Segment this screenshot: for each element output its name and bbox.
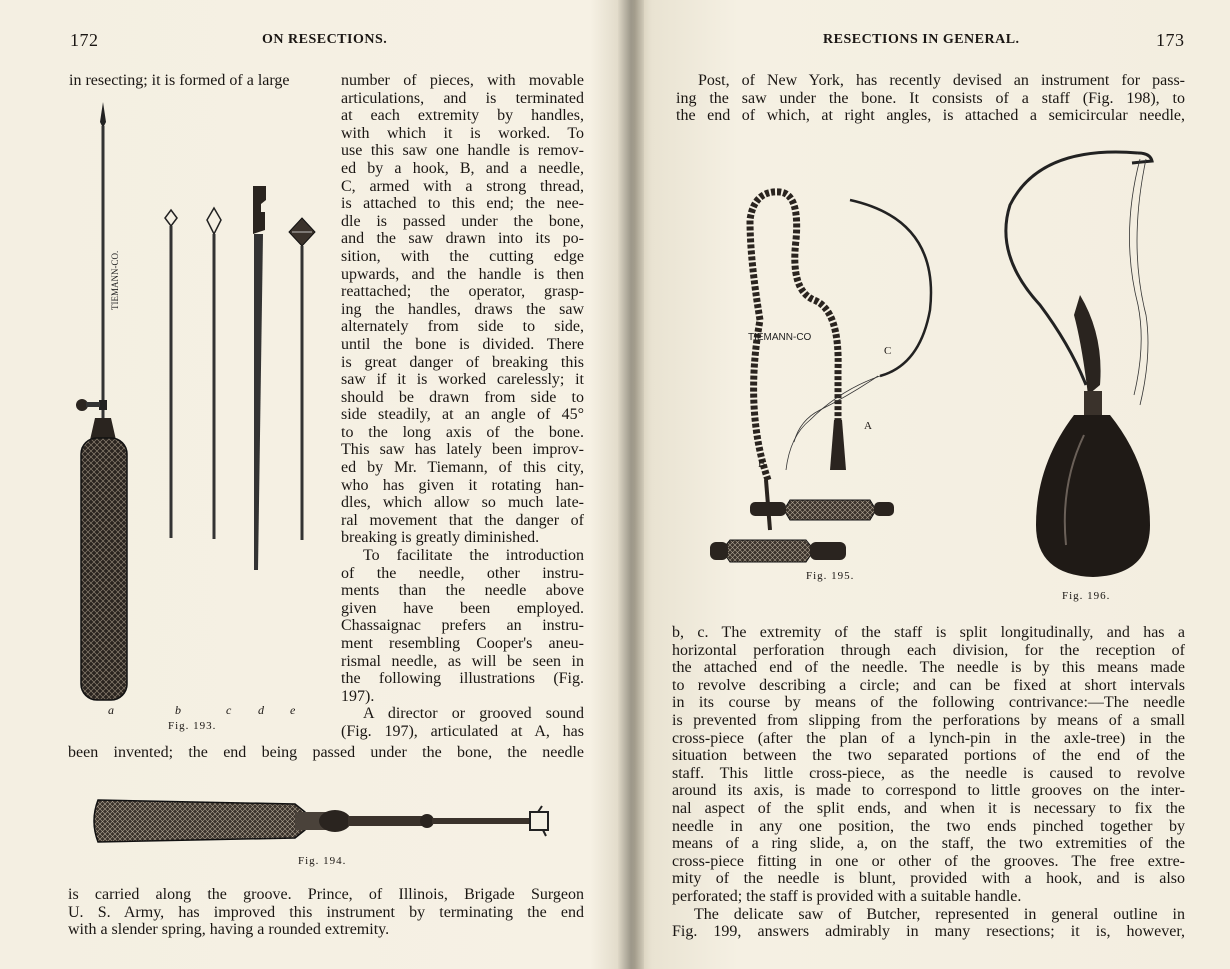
left-col-line: dle is passed under the bone,: [341, 212, 584, 230]
left-col-line: ed by a hook, B, and a needle,: [341, 159, 584, 177]
left-col-line: Chassaignac prefers an instru-: [341, 617, 584, 635]
right-body-line: b, c. The extremity of the staff is split longitudinally, and has a: [672, 624, 1185, 641]
figure-196: [1000, 145, 1190, 595]
left-col-line: ing the handles, draws the saw: [341, 300, 584, 318]
left-col-line: upwards, and the handle is then: [341, 265, 584, 283]
left-col-line: should be drawn from side to: [341, 388, 584, 406]
right-body-line: mity of the needle is blunt, provided with a hook, and is also: [672, 870, 1185, 888]
page-number-right: 173: [1156, 30, 1185, 50]
left-col-line: C, armed with a strong thread,: [341, 177, 584, 195]
fig195-caption: Fig. 195.: [806, 570, 855, 582]
right-body-line: means of a ring slide, a, on the staff, the two extremities of the: [672, 835, 1185, 853]
left-col-line: to the long axis of the bone.: [341, 423, 584, 441]
left-bottom-line: with a slender spring, having a rounded extremity.: [68, 921, 390, 939]
left-col-line: is great danger of breaking this: [341, 353, 584, 371]
left-col-line: ment resembling Cooper's aneu-: [341, 635, 584, 652]
left-col-line: A director or grooved sound: [363, 705, 584, 723]
fig196-caption: Fig. 196.: [1062, 590, 1111, 602]
left-col-line: breaking is greatly diminished.: [341, 529, 540, 547]
right-top-line: Post, of New York, has recently devised an instrument for pass-: [698, 72, 1185, 89]
right-top-text: [676, 72, 1185, 125]
left-col-line: ed by Mr. Tiemann, of this city,: [341, 459, 584, 477]
left-col-line: This saw has lately been improv-: [341, 441, 584, 459]
left-col-line: rismal needle, as will be seen in: [341, 652, 584, 670]
left-col-line: until the bone is divided. There: [341, 335, 584, 353]
figure-194: [90, 794, 560, 848]
right-body-line: The delicate saw of Butcher, represented in general outline in: [694, 905, 1185, 923]
left-col-line: saw if it is worked carelessly; it: [341, 371, 584, 389]
maker-mark-fig195: TIEMANN-CO: [748, 332, 812, 343]
left-full-line: been invented; the end being passed under the bone, the needle: [68, 744, 584, 761]
fig195-label-c: C: [884, 345, 892, 357]
right-top-line: the end of which, at right angles, is attached a semicircular needle,: [676, 107, 1185, 125]
left-col-line: dles, which allow so much late-: [341, 494, 584, 512]
fig193-caption: Fig. 193.: [168, 720, 217, 732]
left-col-line: is attached to this end; the nee-: [341, 195, 584, 213]
fig193-letter-a: a: [108, 703, 114, 717]
left-bottom-text: [68, 886, 584, 939]
running-head-right: RESECTIONS IN GENERAL.: [823, 32, 1020, 47]
right-body-line: cross-piece (after the plan of a lynch-pin in the axle-tree) in the: [672, 729, 1185, 747]
fig193-letter-b: b: [175, 703, 181, 717]
right-body-line: staff. This little cross-piece, as the needle is caused to revolve: [672, 764, 1185, 782]
left-col-line: ments than the needle above: [341, 582, 584, 600]
figure-193: [70, 100, 330, 700]
left-col-line: articulations, and is terminated: [341, 89, 584, 107]
right-body-line: situation between the two separated portions of the end of the: [672, 747, 1185, 765]
fig193-letter-d: d: [258, 703, 264, 717]
right-body-line: is prevented from slipping from the perforations by means of a small: [672, 711, 1185, 729]
left-col-line: use this saw one handle is remov-: [341, 142, 584, 160]
right-page: [640, 0, 1230, 969]
right-body-line: nal aspect of the split ends, and when it is necessary to fix the: [672, 799, 1185, 817]
page-number-left: 172: [70, 30, 99, 50]
left-column-text: [341, 72, 584, 741]
right-body-line: Fig. 199, answers admirably in many resections; it is, however,: [672, 923, 1185, 941]
fig195-label-b: B: [758, 458, 766, 470]
left-col-line: the following illustrations (Fig.: [341, 670, 584, 688]
left-bottom-line: U. S. Army, has improved this instrument by terminating the end: [68, 903, 584, 921]
maker-mark-fig193: TIEMANN-CO.: [110, 250, 120, 310]
left-col-line: ral movement that the danger of: [341, 511, 584, 529]
right-body-line: cross-piece fitting in one or other of the grooves. The free extre-: [672, 852, 1185, 870]
left-col-line: sition, with the cutting edge: [341, 247, 584, 265]
right-body-line: the attached end of the needle. The needle is by this means made: [672, 659, 1185, 677]
right-body-line: horizontal perforation through each division, for the reception of: [672, 641, 1185, 659]
left-col-line: at each extremity by handles,: [341, 107, 584, 125]
left-col-line: who has given it rotating han-: [341, 476, 584, 494]
left-col-line: reattached; the operator, grasp-: [341, 283, 584, 301]
left-col-line: given have been employed.: [341, 599, 584, 617]
left-col-line: To facilitate the introduction: [363, 547, 584, 565]
fig193-letter-e: e: [290, 703, 296, 717]
left-col-line: alternately from side to side,: [341, 318, 584, 336]
fig194-caption: Fig. 194.: [298, 855, 347, 867]
left-top-line: in resecting; it is formed of a large: [69, 72, 290, 89]
right-body-line: needle in any one position, the two ends pinched together by: [672, 817, 1185, 835]
right-body-line: in its course by means of the following contrivance:—The needle: [672, 694, 1185, 712]
right-body-line: around its axis, is made to correspond to little grooves on the inter-: [672, 782, 1185, 800]
left-col-line: with which it is worked. To: [341, 124, 584, 142]
right-body-text: [672, 624, 1185, 941]
fig195-label-a: A: [864, 420, 872, 432]
fig193-letter-c: c: [226, 703, 232, 717]
left-col-line: side steadily, at an angle of 45°: [341, 406, 584, 424]
left-col-line: number of pieces, with movable: [341, 72, 584, 89]
figure-195: [710, 180, 960, 570]
running-head-left: ON RESECTIONS.: [262, 32, 388, 47]
right-top-line: ing the saw under the bone. It consists of a staff (Fig. 198), to: [676, 89, 1185, 107]
left-bottom-line: is carried along the groove. Prince, of Illinois, Brigade Surgeon: [68, 886, 584, 903]
left-col-line: (Fig. 197), articulated at A, has: [341, 722, 584, 740]
left-col-line: of the needle, other instru-: [341, 564, 584, 582]
left-col-line: and the saw drawn into its po-: [341, 230, 584, 248]
left-col-line: 197).: [341, 687, 375, 705]
right-body-line: perforated; the staff is provided with a suitable handle.: [672, 887, 1022, 905]
right-body-line: to revolve describing a circle; and can be fixed at short intervals: [672, 676, 1185, 694]
